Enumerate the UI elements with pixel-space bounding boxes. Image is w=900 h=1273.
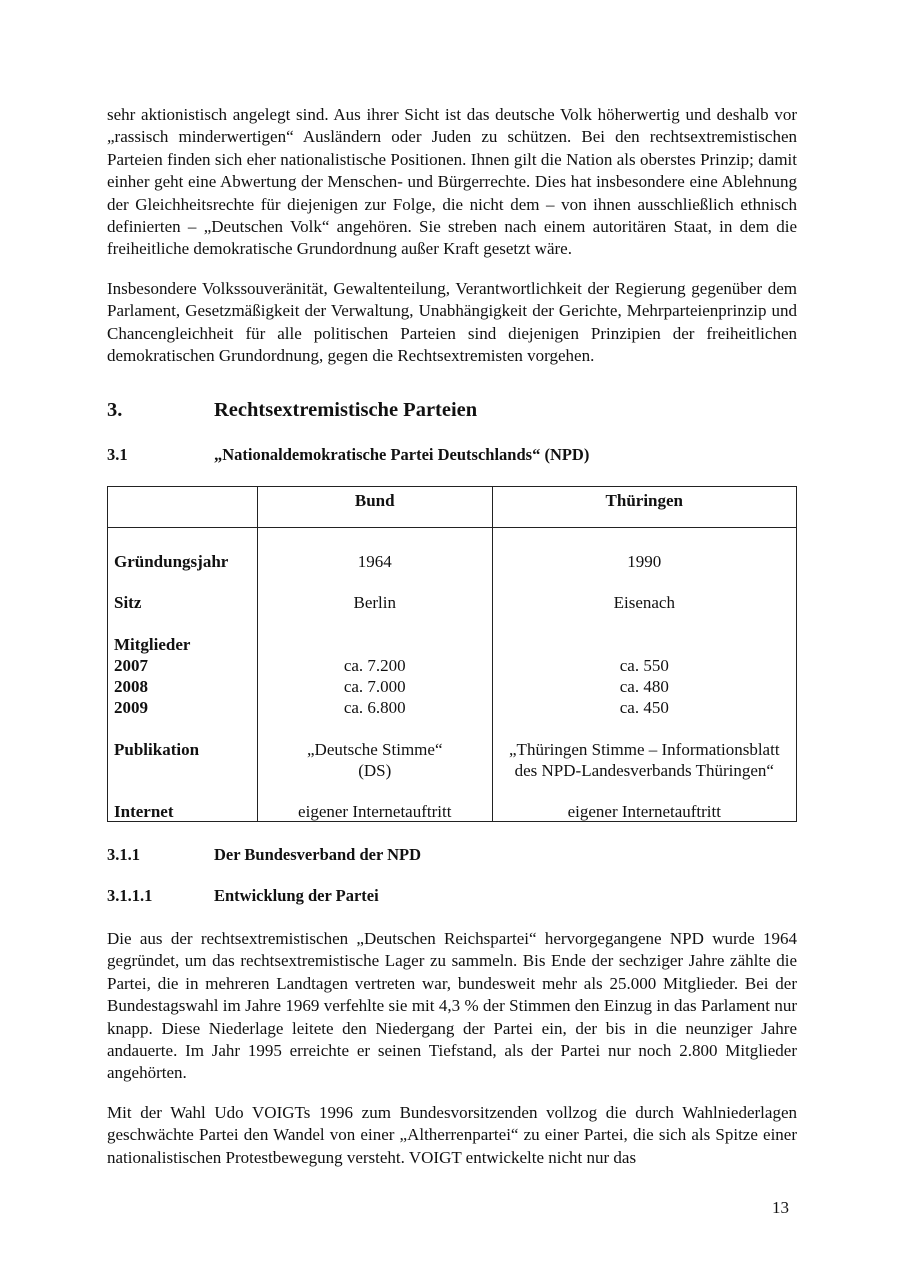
thueringen-members-2008: ca. 480: [619, 677, 669, 696]
bund-internet: eigener Internetauftritt: [298, 802, 452, 821]
npd-info-table: [107, 486, 797, 822]
label-year-2009: 2009: [114, 698, 148, 717]
bund-publication-line2: (DS): [358, 761, 392, 780]
bund-founded: 1964: [357, 552, 392, 571]
thueringen-members-2009: ca. 450: [619, 698, 669, 717]
paragraph-1: sehr aktionistisch angelegt sind. Aus ihrer Sicht ist das deutsche Volk höherwertig und deshalb vor „rassisch minderwertigen“ Ausländern oder Juden zu schützen. Bei den rechtsextremistischen Parteien finden sich eher nationalistische Positionen. Ihnen gilt die Nation als oberstes Prinzip; damit einher geht eine Abwertung der Menschen- und Bürgerrechte. Dies hat insbesondere eine Ablehnung der Gleichheitsrechte für diejenigen zur Folge, die nicht dem – von ihnen ausschließlich ethnisch definierten – „Deutschen Volk“ angehören. Sie streben nach einem autoritären Staat, in dem die freiheitliche demokratische Grundordnung außer Kraft gesetzt wäre.: [107, 105, 797, 259]
bund-seat: Berlin: [353, 593, 396, 612]
label-seat: Sitz: [114, 593, 142, 612]
bund-members-2008: ca. 7.000: [343, 677, 406, 696]
bund-publication-line1: „Deutsche Stimme“: [307, 740, 443, 759]
label-publication: Publikation: [114, 740, 200, 759]
paragraph-3: Die aus der rechtsextremistischen „Deutschen Reichspartei“ hervorgegangene NPD wurde 1964 gegründet, um das rechtsextremistische Lager zu sammeln. Bis Ende der sechziger Jahre zählte die Partei, die in mehreren Landtagen vertreten war, bundesweit mehr als 25.000 Mitglieder. Bei der Bundestagswahl im Jahre 1969 verfehlte sie mit 4,3 % der Stimmen den Einzug in das Parlament nur knapp. Diese Niederlage leitete den Niedergang der Partei ein, der bis in die neunziger Jahre andauerte. Im Jahr 1995 erreichte er seinen Tiefstand, als der Partei nur noch 2.800 Mitglieder angehörten.: [107, 929, 797, 1083]
bund-column: [257, 528, 492, 822]
table-body-row: [108, 528, 797, 822]
label-members: Mitglieder: [114, 635, 191, 654]
table-header-thueringen: Thüringen: [492, 487, 796, 528]
thueringen-members-2007: ca. 550: [619, 656, 669, 675]
section-number: 3.: [107, 399, 123, 421]
bottom-text-block: [107, 928, 797, 1169]
section-number: 3.1.1.1: [107, 886, 153, 905]
table-header-empty: [108, 487, 258, 528]
section-title: Der Bundesverband der NPD: [214, 845, 422, 864]
section-number: 3.1.1: [107, 845, 140, 864]
paragraph-2: Insbesondere Volkssouveränität, Gewaltenteilung, Verantwortlichkeit der Regierung gegenüber dem Parlament, Gesetzmäßigkeit der Verwaltung, Unabhängigkeit der Gerichte, Mehrparteienprinzip und Chancengleichheit für alle politischen Parteien sind diejenigen Prinzipien der freiheitlichen demokratischen Grundordnung, gegen die Rechtsextremisten vorgehen.: [107, 278, 797, 366]
thueringen-founded: 1990: [627, 552, 662, 571]
table-header-bund: Bund: [257, 487, 492, 528]
top-text-block: [107, 104, 797, 367]
label-year-2008: 2008: [114, 677, 148, 696]
label-year-2007: 2007: [114, 656, 148, 675]
section-title: Rechtsextremistische Parteien: [214, 399, 478, 421]
label-column: [108, 528, 258, 822]
bund-members-2007: ca. 7.200: [343, 656, 406, 675]
bund-members-2009: ca. 6.800: [343, 698, 406, 717]
thueringen-publication-line1: „Thüringen Stimme – Informationsblatt: [509, 740, 780, 759]
thueringen-publication-line2: des NPD-Landesverbands Thüringen“: [514, 761, 774, 780]
thueringen-seat: Eisenach: [613, 593, 675, 612]
section-title: Entwicklung der Partei: [214, 886, 379, 905]
section-title: „Nationaldemokratische Partei Deutschlands“ (NPD): [214, 445, 590, 464]
thueringen-internet: eigener Internetauftritt: [567, 802, 721, 821]
paragraph-4: Mit der Wahl Udo VOIGTs 1996 zum Bundesvorsitzenden vollzog die durch Wahlniederlagen geschwächte Partei den Wandel von einer „Altherrenpartei“ zu einer Partei, die sich als Spitze einer nationalistischen Protestbewegung versteht. VOIGT entwickelte nicht nur das: [107, 1102, 797, 1167]
page-number: 13: [772, 1198, 789, 1217]
label-founded: Gründungsjahr: [114, 552, 229, 571]
label-internet: Internet: [114, 802, 174, 821]
section-number: 3.1: [107, 445, 128, 464]
table-header-row: [108, 487, 797, 528]
thueringen-column: [492, 528, 796, 822]
